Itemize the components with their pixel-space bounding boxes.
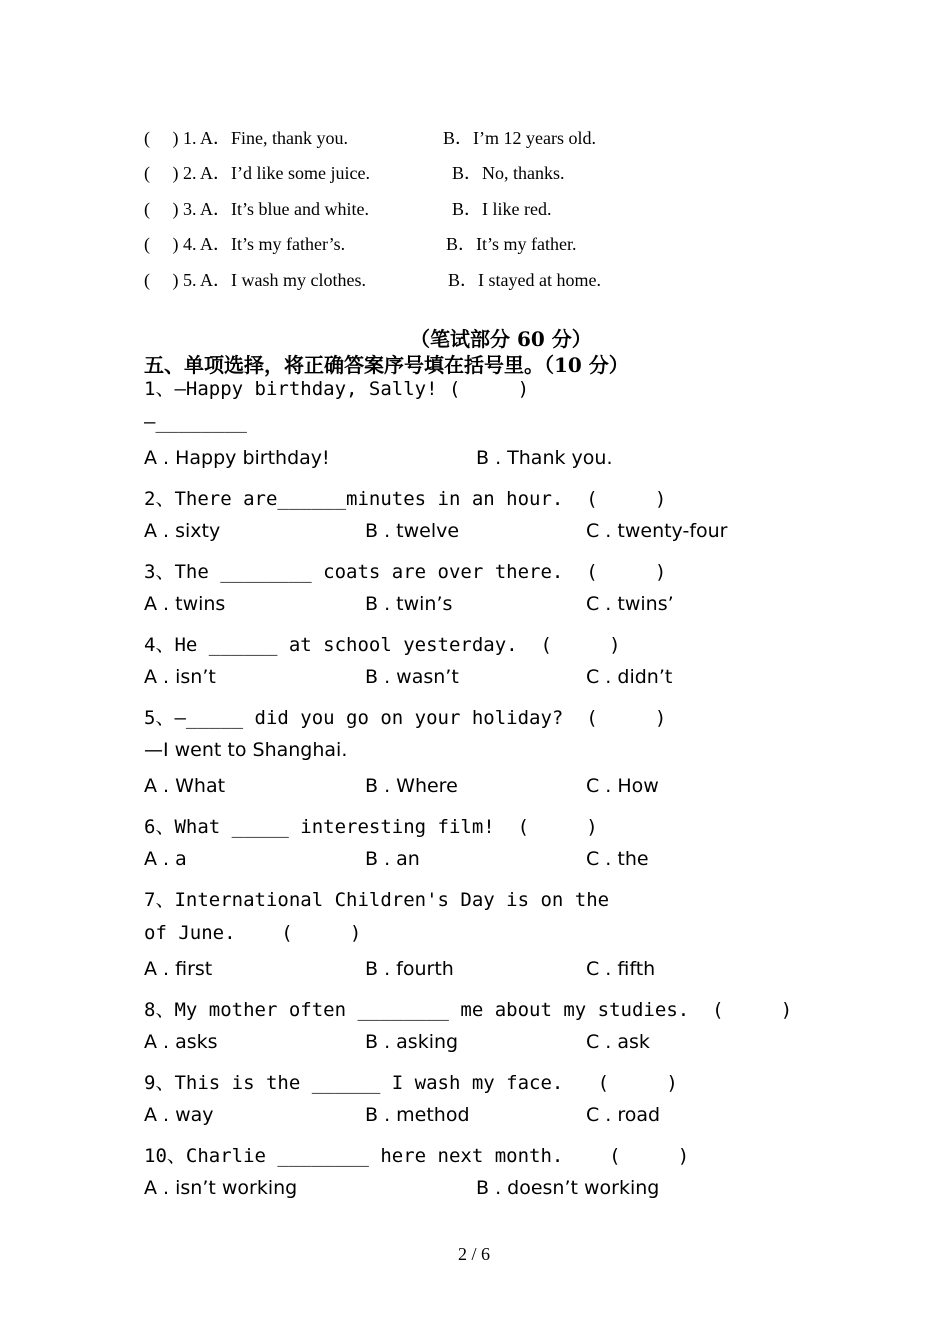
question-10: 10、Charlie ________ here next month. ( ): [144, 1145, 690, 1167]
option-c: C . How: [586, 775, 659, 797]
question-1-answer-blank: —________: [144, 411, 247, 433]
option-c: C . twins’: [586, 593, 674, 615]
option-b: B . twelve: [365, 520, 460, 542]
question-8: 8、My mother often ________ me about my studies. ( ): [144, 999, 793, 1021]
question-5-reply: —I went to Shanghai.: [144, 739, 348, 761]
listening-option-b: B．I like red.: [452, 199, 552, 219]
question-7-continued: of June. ( ): [144, 922, 362, 944]
listening-item-5: [144, 266, 366, 292]
question-7: 7、International Children's Day is on the: [144, 889, 610, 911]
option-a: A . a: [144, 848, 187, 870]
page-number: 2 / 6: [458, 1244, 491, 1264]
option-b: B . fourth: [365, 958, 454, 980]
listening-option-b: B．I stayed at home.: [448, 270, 601, 290]
question-6: 6、What _____ interesting film! ( ): [144, 816, 598, 838]
option-b: B . asking: [365, 1031, 459, 1053]
option-c: C . didn’t: [586, 666, 673, 688]
option-b: B . Thank you.: [476, 447, 613, 469]
listening-option-b: B．I’m 12 years old.: [443, 128, 596, 148]
option-a: A . asks: [144, 1031, 218, 1053]
listening-option-a: ( ) 3. A．It’s blue and white.: [144, 199, 369, 219]
listening-item-1: [144, 124, 348, 150]
question-4: 4、He ______ at school yesterday. ( ): [144, 634, 621, 656]
option-a: A . What: [144, 775, 226, 797]
section-title: 五、单项选择，将正确答案序号填在括号里。（10 分）: [144, 353, 629, 377]
option-b: B . an: [365, 848, 420, 870]
option-c: C . road: [586, 1104, 661, 1126]
question-3: 3、The ________ coats are over there. ( ): [144, 561, 667, 583]
option-b: B . wasn’t: [365, 666, 459, 688]
option-a: A . way: [144, 1104, 214, 1126]
question-9: 9、This is the ______ I wash my face. ( ): [144, 1072, 678, 1094]
listening-item-4: [144, 230, 345, 256]
option-b: B . doesn’t working: [476, 1177, 660, 1199]
option-c: C . twenty-four: [586, 520, 728, 542]
option-b: B . twin’s: [365, 593, 453, 615]
listening-option-a: ( ) 1. A．Fine, thank you.: [144, 128, 348, 148]
option-c: C . fifth: [586, 958, 656, 980]
listening-option-a: ( ) 4. A．It’s my father’s.: [144, 234, 346, 254]
option-a: A . Happy birthday!: [144, 447, 330, 469]
option-a: A . sixty: [144, 520, 221, 542]
option-b: B . method: [365, 1104, 470, 1126]
question-1: 1、—Happy birthday, Sally! ( ): [144, 378, 530, 400]
listening-option-a: ( ) 5. A．I wash my clothes.: [144, 270, 366, 290]
listening-item-3: [144, 195, 369, 221]
option-a: A . isn’t working: [144, 1177, 298, 1199]
option-a: A . twins: [144, 593, 226, 615]
written-part-title: （笔试部分 60 分）: [410, 327, 592, 351]
listening-option-b: B．It’s my father.: [446, 234, 577, 254]
listening-option-a: ( ) 2. A．I’d like some juice.: [144, 163, 370, 183]
option-c: C . the: [586, 848, 649, 870]
option-b: B . Where: [365, 775, 458, 797]
listening-option-b: B．No, thanks.: [452, 163, 565, 183]
listening-item-2: [144, 159, 370, 185]
option-c: C . ask: [586, 1031, 650, 1053]
question-5: 5、—_____ did you go on your holiday? ( ): [144, 707, 667, 729]
question-2: 2、There are______minutes in an hour. ( ): [144, 488, 667, 510]
option-a: A . first: [144, 958, 213, 980]
option-a: A . isn’t: [144, 666, 216, 688]
